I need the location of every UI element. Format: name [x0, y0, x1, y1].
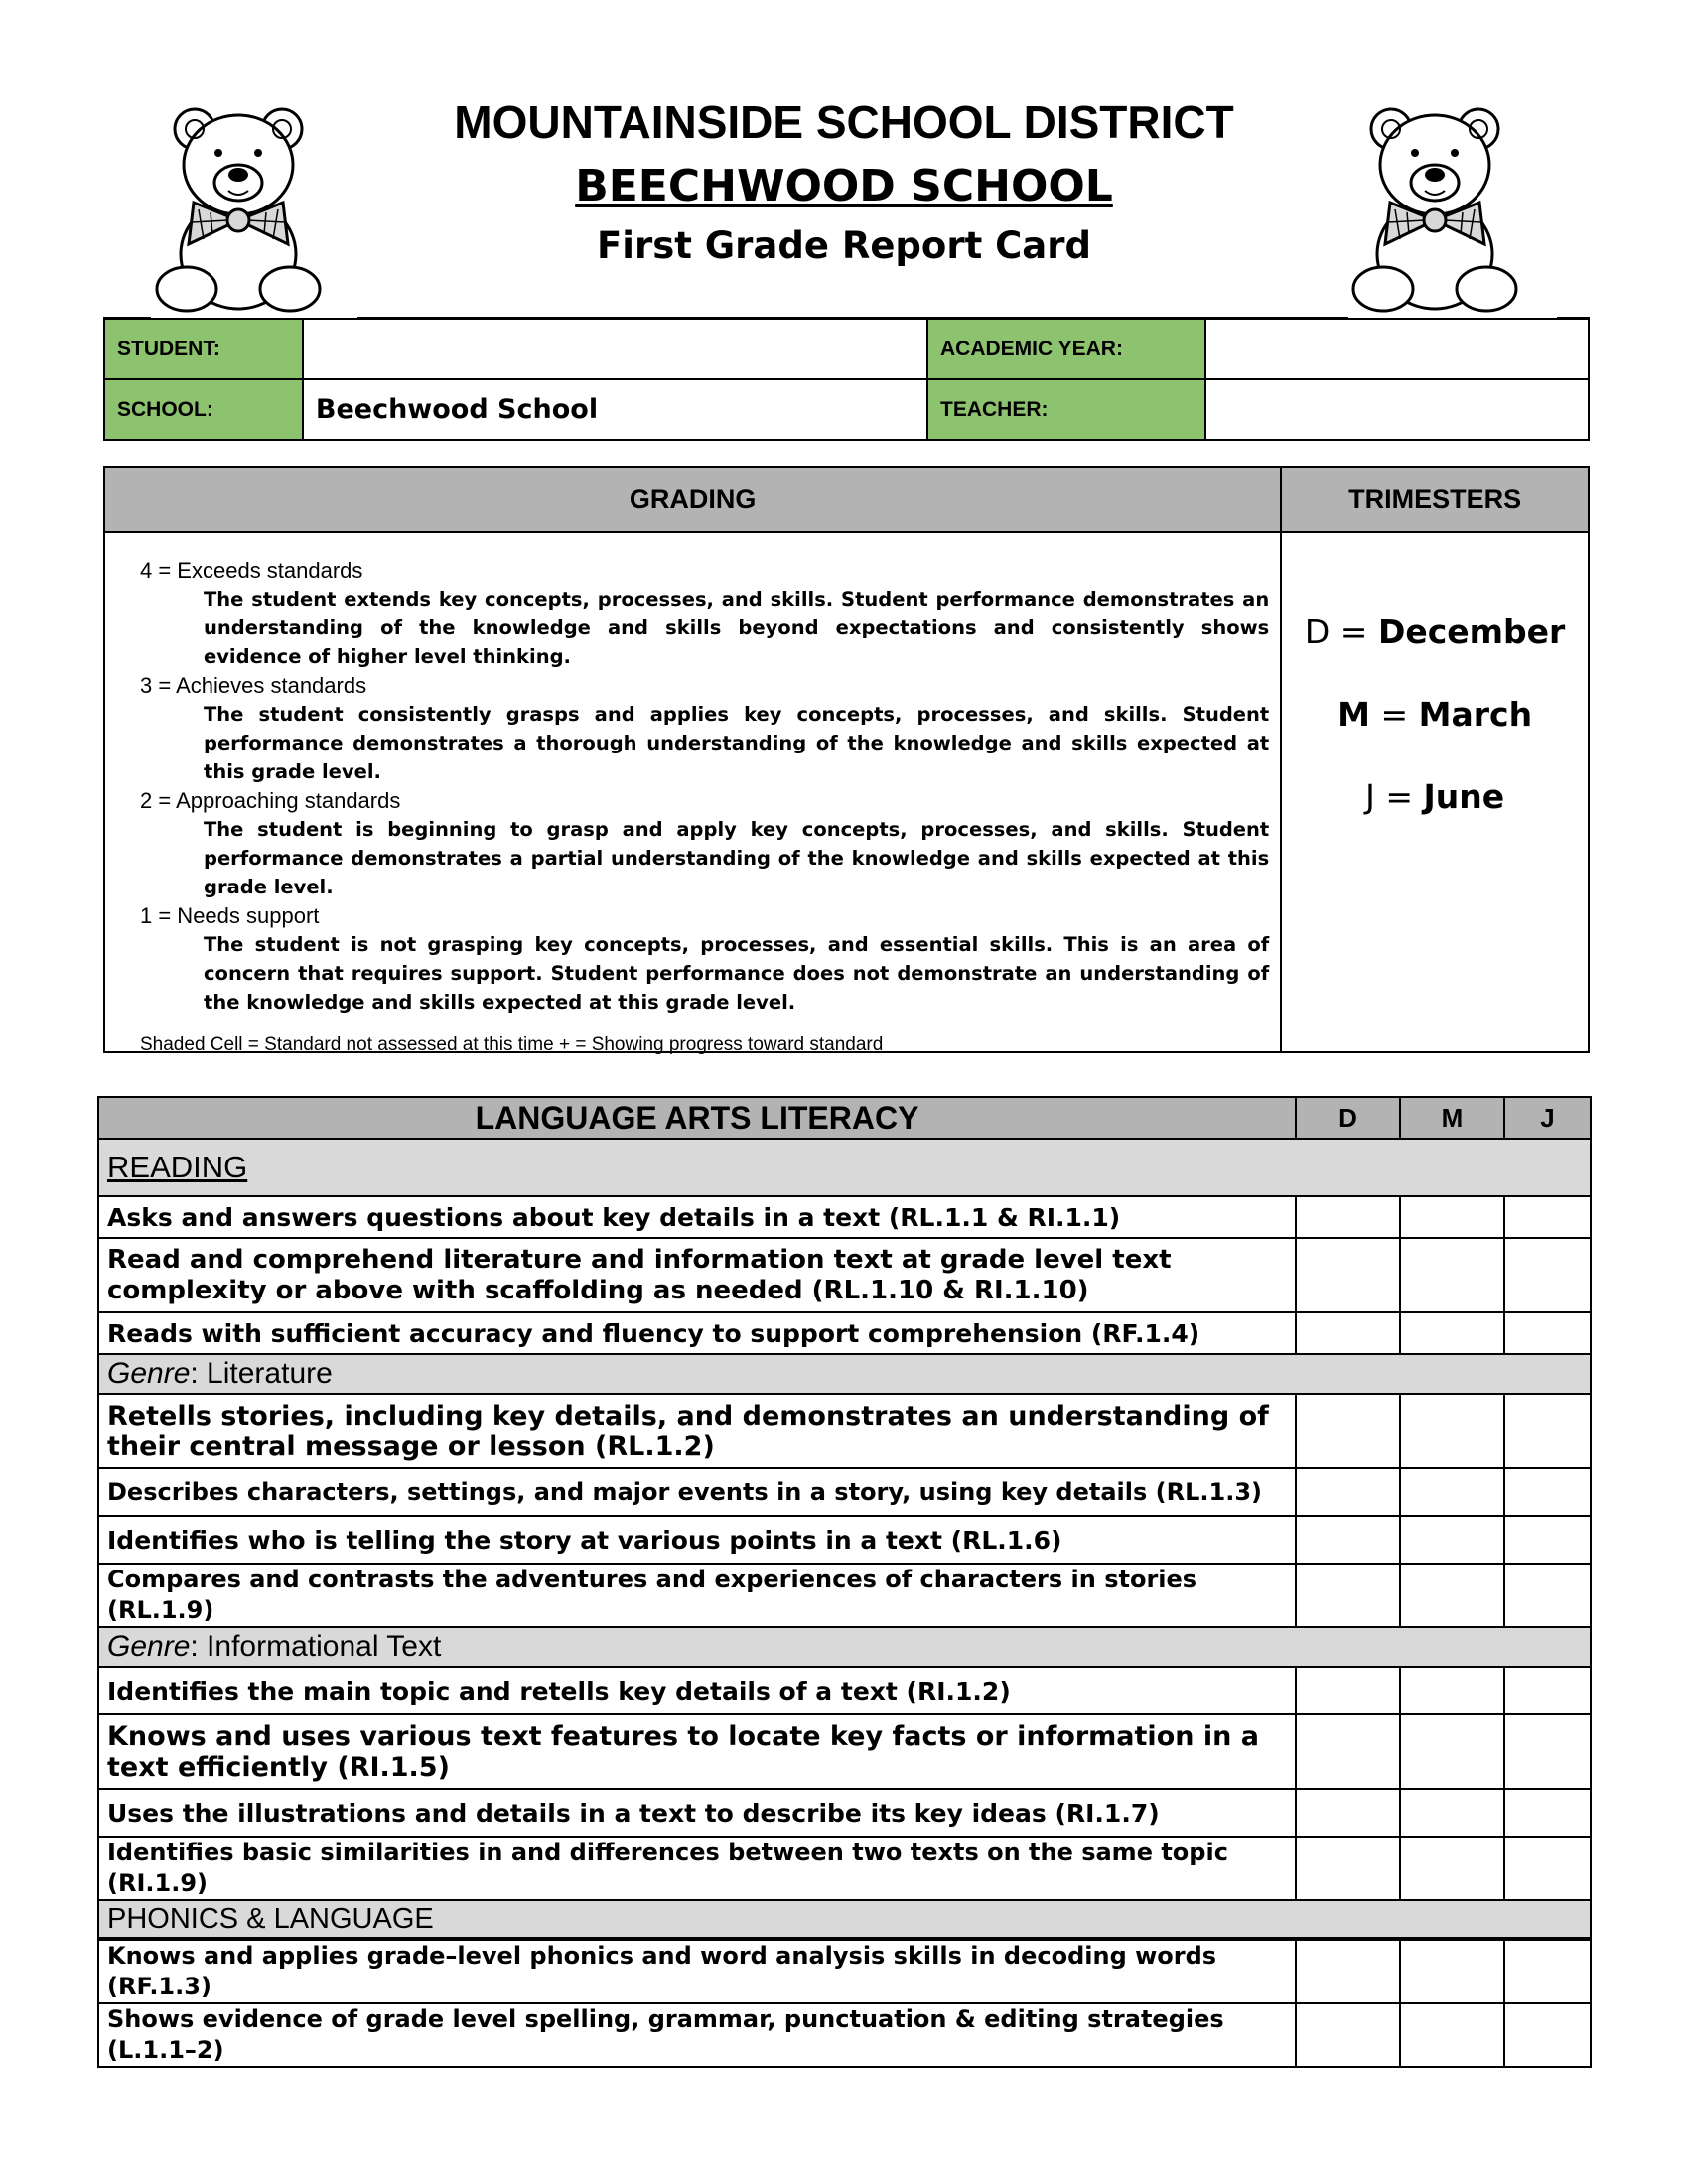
grade-cell-d[interactable] [1296, 1939, 1400, 2003]
grade-cell-d[interactable] [1296, 2003, 1400, 2067]
standard-row: Read and comprehend literature and information text at grade level text complexity or above with scaffolding as needed (RL.1.10 & RI.1.10) [98, 1238, 1296, 1312]
grade-cell-j[interactable] [1504, 1939, 1591, 2003]
grading-descriptions [104, 532, 1281, 1055]
grade-cell-m[interactable] [1400, 1564, 1504, 1627]
standard-row: Shows evidence of grade level spelling, grammar, punctuation & editing strategies (L.1.1–2) [98, 2003, 1296, 2067]
standard-row: Compares and contrasts the adventures and experiences of characters in stories (RL.1.9) [98, 1564, 1296, 1627]
column-j: J [1504, 1097, 1591, 1139]
standard-row: Identifies who is telling the story at various points in a text (RL.1.6) [98, 1516, 1296, 1564]
grade-1-description: The student is not grasping key concepts, processes, and essential skills. This is an area of concern that requires support. Student performance does not demonstrate an understanding of the knowledge and skills expected at this grade level. [204, 933, 1270, 1014]
grade-cell-j[interactable] [1504, 1837, 1591, 1900]
standard-row: Retells stories, including key details, and demonstrates an understanding of their central message or lesson (RL.1.2) [98, 1394, 1296, 1468]
grade-cell-j[interactable] [1504, 1468, 1591, 1516]
grade-4-description: The student extends key concepts, processes, and skills. Student performance demonstrates an understanding of the knowledge and skills beyond expectations and consistently shows evidence of higher level thinking. [204, 588, 1270, 668]
school-field[interactable]: Beechwood School [303, 379, 927, 440]
grading-footnote: Shaded Cell = Standard not assessed at this time + = Showing progress toward standard [140, 1034, 884, 1055]
standard-row: Identifies the main topic and retells key details of a text (RI.1.2) [98, 1667, 1296, 1714]
standard-row: Knows and applies grade–level phonics and word analysis skills in decoding words (RF.1.3) [98, 1939, 1296, 2003]
standard-row: Uses the illustrations and details in a text to describe its key ideas (RI.1.7) [98, 1789, 1296, 1837]
grade-cell-d[interactable] [1296, 1714, 1400, 1789]
school-label: SCHOOL: [104, 379, 303, 440]
grade-cell-d[interactable] [1296, 1837, 1400, 1900]
grade-cell-j[interactable] [1504, 1564, 1591, 1627]
grading-header: GRADING [104, 467, 1281, 532]
grade-cell-j[interactable] [1504, 1394, 1591, 1468]
grade-cell-m[interactable] [1400, 1312, 1504, 1354]
standard-row: Knows and uses various text features to locate key facts or information in a text efficiently (RI.1.5) [98, 1714, 1296, 1789]
language-arts-header: LANGUAGE ARTS LITERACY [98, 1097, 1296, 1139]
report-card-title: First Grade Report Card [596, 224, 1091, 267]
grade-cell-m[interactable] [1400, 1667, 1504, 1714]
grade-cell-j[interactable] [1504, 1667, 1591, 1714]
school-title: BEECHWOOD SCHOOL [575, 161, 1113, 211]
grade-cell-d[interactable] [1296, 1394, 1400, 1468]
standard-row: Describes characters, settings, and major events in a story, using key details (RL.1.3) [98, 1468, 1296, 1516]
trimester-december: D = December [1304, 613, 1566, 651]
grade-cell-d[interactable] [1296, 1238, 1400, 1312]
trimester-march: M = March [1337, 695, 1533, 734]
grade-cell-d[interactable] [1296, 1564, 1400, 1627]
grade-cell-j[interactable] [1504, 1312, 1591, 1354]
section-reading: READING [98, 1139, 1591, 1196]
grade-cell-m[interactable] [1400, 1516, 1504, 1564]
section-genre-literature: Genre: Literature [98, 1354, 1591, 1394]
grade-cell-m[interactable] [1400, 1196, 1504, 1238]
grade-cell-m[interactable] [1400, 1238, 1504, 1312]
grade-4-label: 4 = Exceeds standards [140, 558, 363, 583]
standard-row: Asks and answers questions about key details in a text (RL.1.1 & RI.1.1) [98, 1196, 1296, 1238]
grade-cell-m[interactable] [1400, 1468, 1504, 1516]
grade-cell-j[interactable] [1504, 1238, 1591, 1312]
grade-cell-m[interactable] [1400, 1714, 1504, 1789]
grade-cell-d[interactable] [1296, 1789, 1400, 1837]
student-info-table [103, 318, 1590, 441]
grade-cell-j[interactable] [1504, 1196, 1591, 1238]
grade-cell-d[interactable] [1296, 1196, 1400, 1238]
grade-cell-d[interactable] [1296, 1468, 1400, 1516]
grading-key-table [103, 466, 1590, 1053]
district-title: MOUNTAINSIDE SCHOOL DISTRICT [454, 96, 1234, 148]
grade-cell-m[interactable] [1400, 1837, 1504, 1900]
section-phonics-language: PHONICS & LANGUAGE [98, 1900, 1591, 1939]
grade-3-label: 3 = Achieves standards [140, 673, 367, 698]
grade-cell-d[interactable] [1296, 1312, 1400, 1354]
grade-cell-d[interactable] [1296, 1667, 1400, 1714]
grade-cell-j[interactable] [1504, 2003, 1591, 2067]
trimester-key [1281, 532, 1589, 1052]
grade-2-description: The student is beginning to grasp and apply key concepts, processes, and skills. Student performance demonstrates a partial understanding of the knowledge and skills expected at this grade level. [204, 818, 1270, 898]
grade-2-label: 2 = Approaching standards [140, 788, 401, 813]
grade-cell-m[interactable] [1400, 1939, 1504, 2003]
standard-row: Identifies basic similarities in and differences between two texts on the same topic (RI.1.9) [98, 1837, 1296, 1900]
column-m: M [1400, 1097, 1504, 1139]
grade-cell-j[interactable] [1504, 1516, 1591, 1564]
student-field[interactable] [303, 319, 927, 379]
section-genre-informational: Genre: Informational Text [98, 1627, 1591, 1667]
language-arts-table [97, 1096, 1592, 2068]
trimester-june: J = June [1365, 777, 1505, 816]
teacher-label: TEACHER: [927, 379, 1205, 440]
grade-cell-j[interactable] [1504, 1714, 1591, 1789]
academic-year-label: ACADEMIC YEAR: [927, 319, 1205, 379]
trimesters-header: TRIMESTERS [1281, 467, 1589, 532]
grade-cell-m[interactable] [1400, 2003, 1504, 2067]
academic-year-field[interactable] [1205, 319, 1589, 379]
grade-cell-m[interactable] [1400, 1789, 1504, 1837]
student-label: STUDENT: [104, 319, 303, 379]
grade-1-label: 1 = Needs support [140, 903, 320, 928]
grade-3-description: The student consistently grasps and applies key concepts, processes, and skills. Student performance demonstrates a thorough understanding of the knowledge and skills expected at this grade level. [204, 703, 1270, 783]
standard-row: Reads with sufficient accuracy and fluency to support comprehension (RF.1.4) [98, 1312, 1296, 1354]
grade-cell-d[interactable] [1296, 1516, 1400, 1564]
grade-cell-m[interactable] [1400, 1394, 1504, 1468]
column-d: D [1296, 1097, 1400, 1139]
teacher-field[interactable] [1205, 379, 1589, 440]
grade-cell-j[interactable] [1504, 1789, 1591, 1837]
